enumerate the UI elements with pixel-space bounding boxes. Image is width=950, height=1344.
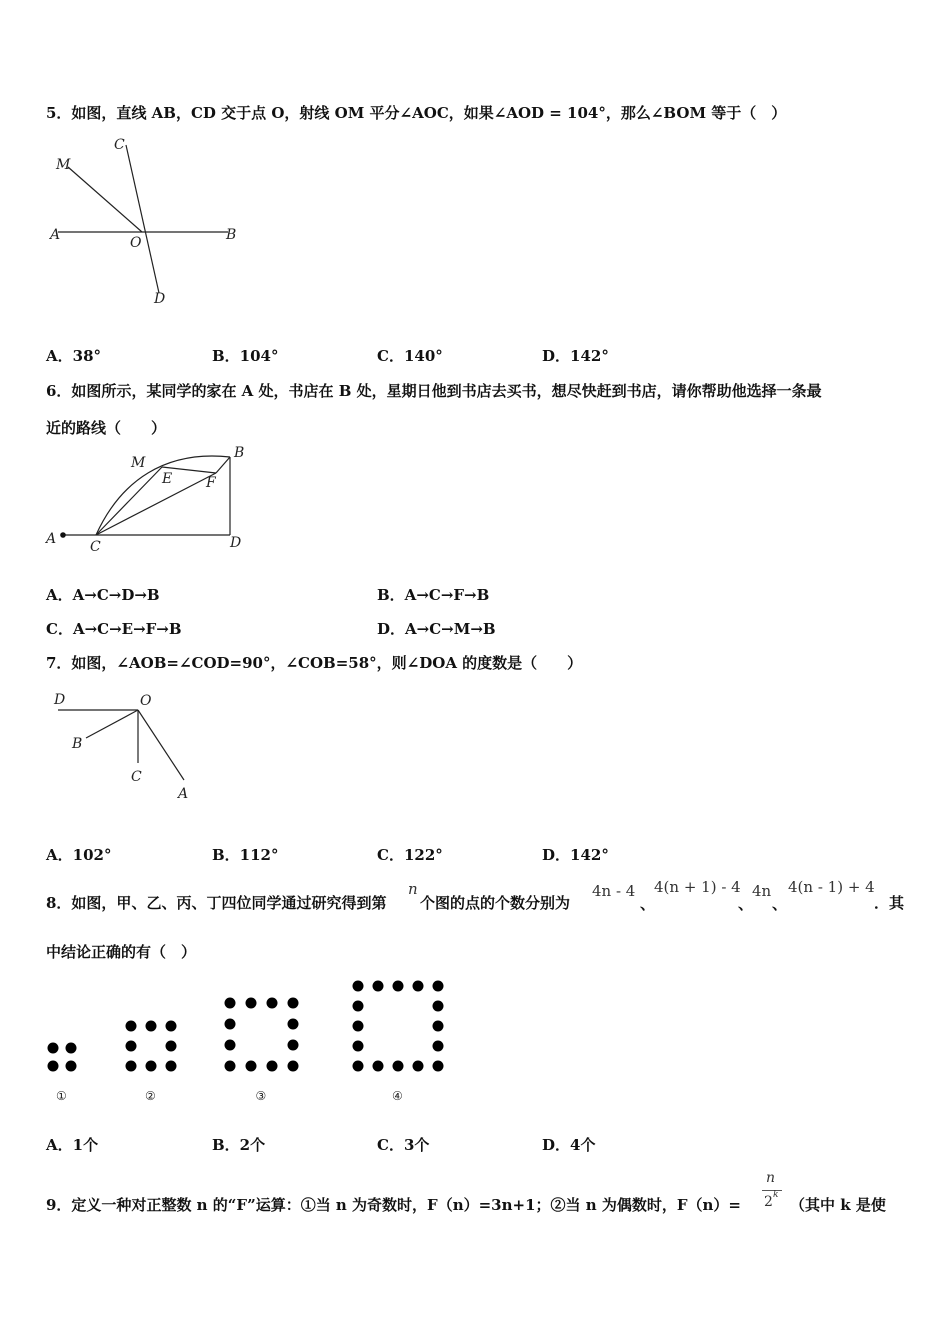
q7-stem: 7．如图，∠AOB=∠COD=90°，∠COB=58°，则∠DOA 的度数是（ ） <box>46 654 583 672</box>
q8-formula-4: 4(n - 1) + 4 <box>788 878 875 896</box>
dot-fig4 <box>433 1041 444 1052</box>
q8-sep-3: 、 <box>772 895 788 913</box>
q8-option-d[interactable]: D．4个 <box>542 1136 596 1154</box>
q6-option-b[interactable]: B．A→C→F→B <box>377 586 490 604</box>
ray-ob <box>86 710 138 738</box>
q6-figure <box>46 445 256 555</box>
dot-fig2 <box>166 1041 177 1052</box>
dot-fig1 <box>66 1061 77 1072</box>
label-b: B <box>234 445 245 461</box>
q8-n: n <box>408 880 418 898</box>
dot-fig4 <box>413 1061 424 1072</box>
dot-fig3 <box>288 1061 299 1072</box>
dot-fig1 <box>48 1043 59 1054</box>
q5-option-b[interactable]: B．104° <box>212 347 279 365</box>
q8-formula-2: 4(n + 1) - 4 <box>654 878 741 896</box>
q9-frac-numerator: n <box>766 1170 776 1186</box>
q5-option-c[interactable]: C．140° <box>377 347 443 365</box>
q8-dots-figure <box>40 970 460 1110</box>
dot-fig4 <box>413 981 424 992</box>
dot-fig2 <box>126 1021 137 1032</box>
label-m: M <box>56 157 71 173</box>
q9-stem-b: （其中 k 是使 <box>790 1196 886 1214</box>
dot-fig4 <box>353 1061 364 1072</box>
q9-frac-exponent: k <box>773 1190 779 1200</box>
dot-fig1 <box>66 1043 77 1054</box>
point-a <box>60 532 66 538</box>
dot-fig3 <box>225 1061 236 1072</box>
q5-figure <box>46 135 246 305</box>
q7-option-a[interactable]: A．102° <box>46 846 112 864</box>
dot-fig2 <box>126 1061 137 1072</box>
q5-option-d[interactable]: D．142° <box>542 347 609 365</box>
q8-stem-b: 个图的点的个数分别为 <box>420 894 571 912</box>
dot-fig1 <box>48 1061 59 1072</box>
label-a: A <box>46 531 57 547</box>
label-e: E <box>162 471 173 487</box>
q8-option-b[interactable]: B．2个 <box>212 1136 266 1154</box>
q7-figure <box>46 688 206 808</box>
q8-stem-c: ．其 <box>874 894 905 912</box>
figure-label-3: ③ <box>255 1089 267 1103</box>
dot-fig4 <box>433 1021 444 1032</box>
ray-om <box>68 167 142 232</box>
q8-formula-3: 4n <box>752 882 772 900</box>
q8-option-c[interactable]: C．3个 <box>377 1136 430 1154</box>
dot-fig3 <box>288 998 299 1009</box>
dot-fig3 <box>288 1019 299 1030</box>
label-a: A <box>178 786 189 802</box>
dot-fig2 <box>166 1061 177 1072</box>
q6-stem-line1: 6．如图所示，某同学的家在 A 处，书店在 B 处，星期日他到书店去买书，想尽快赶到书店，请你帮助他选择一条最 <box>46 382 822 400</box>
dot-fig2 <box>146 1021 157 1032</box>
dot-fig4 <box>393 1061 404 1072</box>
ray-oa <box>138 710 184 780</box>
dot-fig3 <box>225 1040 236 1051</box>
label-o: O <box>130 235 142 251</box>
label-f: F <box>206 475 216 491</box>
label-a: A <box>50 227 61 243</box>
dot-fig4 <box>353 1001 364 1012</box>
q5-stem: 5．如图，直线 AB，CD 交于点 O，射线 OM 平分∠AOC，如果∠AOD = 104°，那么∠BOM 等于（ ） <box>46 104 787 122</box>
q6-stem-line2: 近的路线（ ） <box>46 419 167 437</box>
dot-fig3 <box>246 998 257 1009</box>
dot-fig4 <box>433 1061 444 1072</box>
dot-fig2 <box>166 1021 177 1032</box>
q8-option-a[interactable]: A．1个 <box>46 1136 99 1154</box>
figure-label-4: ④ <box>392 1089 403 1103</box>
segment-ce <box>96 467 162 535</box>
dot-fig4 <box>353 981 364 992</box>
label-d: D <box>154 291 166 307</box>
q7-option-d[interactable]: D．142° <box>542 846 609 864</box>
q6-option-d[interactable]: D．A→C→M→B <box>377 620 496 638</box>
q8-stem-line2: 中结论正确的有（ ） <box>46 943 197 961</box>
q9-stem-a: 9．定义一种对正整数 n 的“F”运算：①当 n 为奇数时，F（n）=3n+1；②当 n 为偶数时，F（n）= <box>46 1196 741 1214</box>
label-d: D <box>54 692 66 708</box>
q7-option-c[interactable]: C．122° <box>377 846 443 864</box>
dot-fig4 <box>433 981 444 992</box>
dot-fig3 <box>225 1019 236 1030</box>
dot-fig3 <box>288 1040 299 1051</box>
segment-fb <box>216 457 230 473</box>
figure-label-2: ② <box>145 1089 156 1103</box>
q7-option-b[interactable]: B．112° <box>212 846 279 864</box>
dot-fig3 <box>225 998 236 1009</box>
line-cd <box>126 145 159 293</box>
dot-fig2 <box>126 1041 137 1052</box>
label-b: B <box>72 736 83 752</box>
q8-formula-1: 4n - 4 <box>592 882 636 900</box>
dot-fig4 <box>393 981 404 992</box>
figure-label-1: ① <box>56 1089 67 1103</box>
dot-fig4 <box>353 1041 364 1052</box>
q6-option-a[interactable]: A．A→C→D→B <box>46 586 160 604</box>
q6-option-c[interactable]: C．A→C→E→F→B <box>46 620 182 638</box>
q8-sep-2: 、 <box>738 895 754 913</box>
dot-fig4 <box>373 1061 384 1072</box>
q8-sep-1: 、 <box>640 895 656 913</box>
label-c: C <box>90 539 101 555</box>
label-c: C <box>131 769 142 785</box>
arc-cmb <box>96 456 230 535</box>
label-c: C <box>114 137 125 153</box>
label-m: M <box>131 455 146 471</box>
q5-option-a[interactable]: A．38° <box>46 347 102 365</box>
dot-fig4 <box>433 1001 444 1012</box>
label-b: B <box>226 227 237 243</box>
dot-fig3 <box>267 1061 278 1072</box>
q9-frac-denominator: 2 <box>764 1194 773 1210</box>
q8-stem-a: 8．如图，甲、乙、丙、丁四位同学通过研究得到第 <box>46 894 387 912</box>
dot-fig2 <box>146 1061 157 1072</box>
dot-fig4 <box>353 1021 364 1032</box>
dot-fig4 <box>373 981 384 992</box>
label-o: O <box>140 693 152 709</box>
label-d: D <box>230 535 242 551</box>
q9-frac-bar <box>762 1190 782 1191</box>
dot-fig3 <box>267 998 278 1009</box>
dot-fig3 <box>246 1061 257 1072</box>
